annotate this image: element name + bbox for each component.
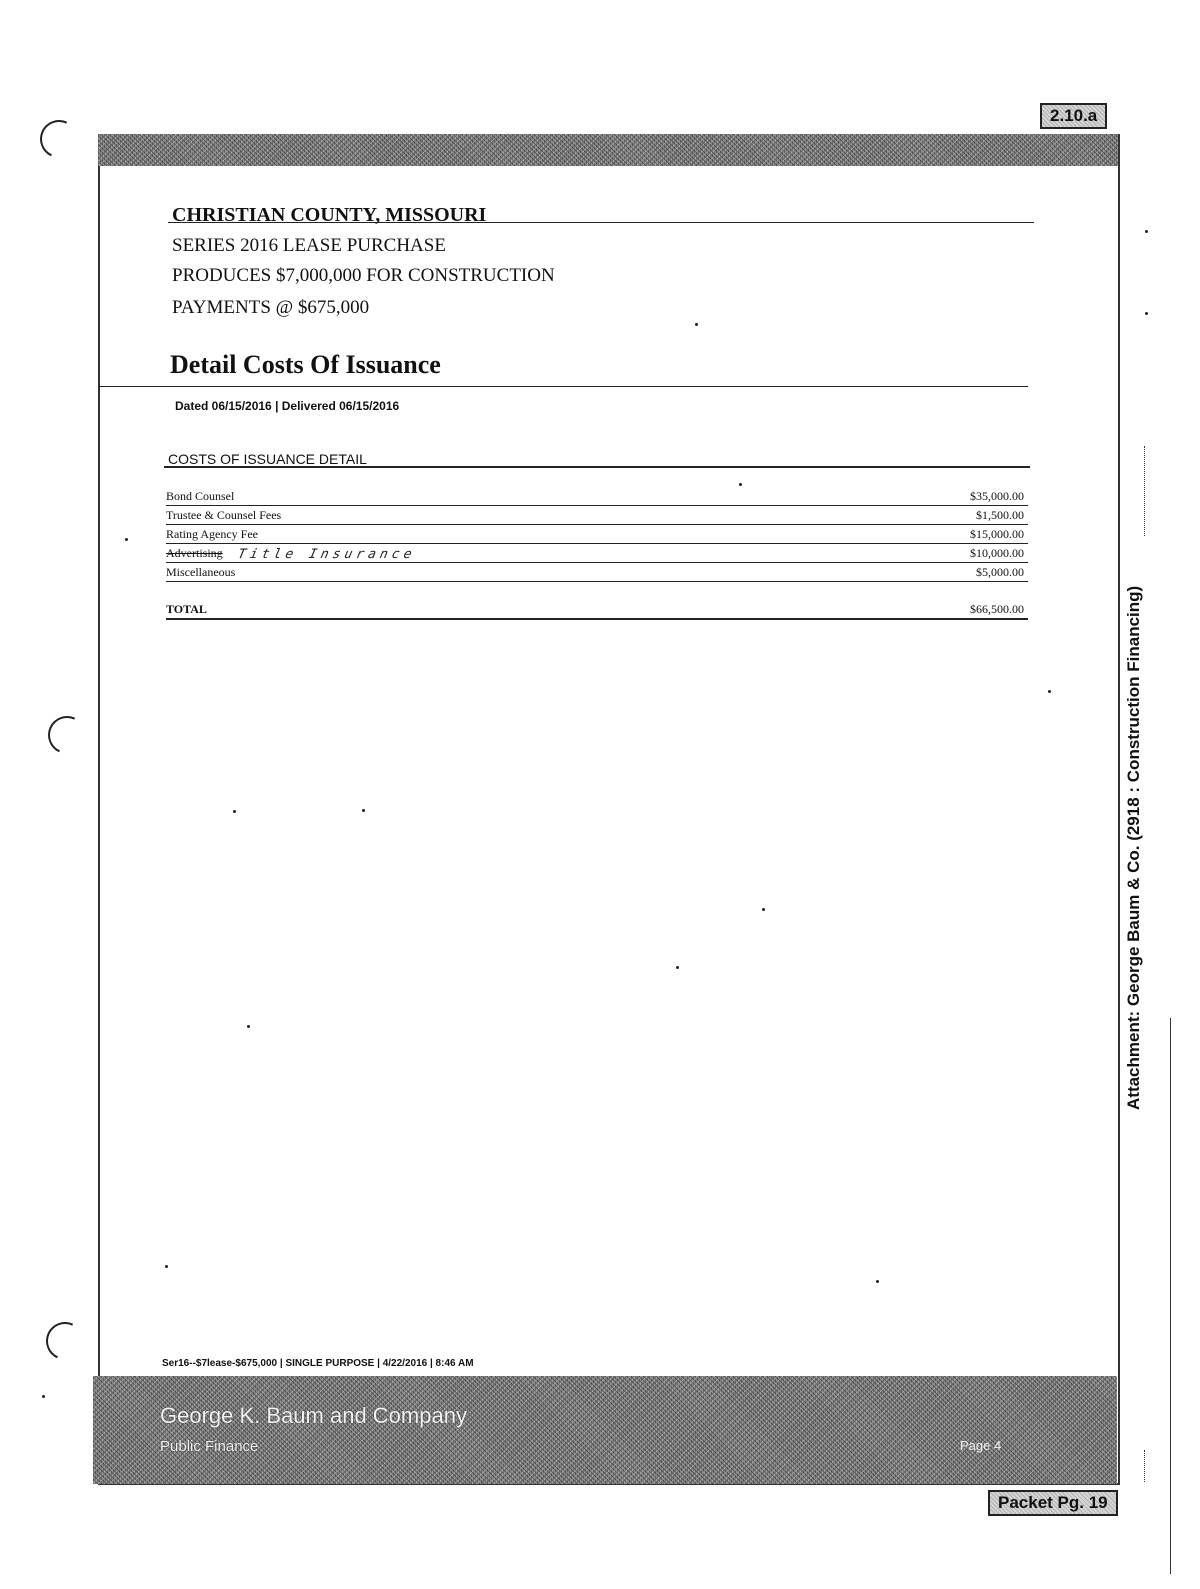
side-attachment-label: Attachment: George Baum & Co. (2918 : Construction Financing) xyxy=(1124,585,1143,1110)
header-banner xyxy=(98,134,1118,166)
cost-amount: $15,000.00 xyxy=(970,527,1024,541)
section-rule xyxy=(164,466,1030,468)
section-title: COSTS OF ISSUANCE DETAIL xyxy=(168,451,367,467)
binder-hole-middle xyxy=(43,711,92,760)
total-label: TOTAL xyxy=(166,602,207,616)
scan-speck xyxy=(676,966,679,969)
entity-underline xyxy=(168,222,1034,223)
page-title: Detail Costs Of Issuance xyxy=(170,350,441,379)
side-rule-lower xyxy=(1170,1018,1171,1574)
scan-speck xyxy=(42,1395,45,1398)
handwritten-correction: Title Insurance xyxy=(236,547,418,562)
cost-label-struck: Advertising xyxy=(166,546,223,560)
cost-label: Miscellaneous xyxy=(166,565,236,579)
binder-hole-top xyxy=(35,115,84,164)
company-division: Public Finance xyxy=(160,1438,259,1455)
packet-page-stamp: Packet Pg. 19 xyxy=(988,1490,1118,1516)
dates-line: Dated 06/15/2016 | Delivered 06/15/2016 xyxy=(175,399,400,413)
scan-speck xyxy=(762,908,765,911)
cost-label: Trustee & Counsel Fees xyxy=(166,508,282,522)
header-line-series: SERIES 2016 LEASE PURCHASE xyxy=(172,235,446,256)
footer-meta: Ser16--$7lease-$675,000 | SINGLE PURPOSE | 4/22/2016 | 8:46 AM xyxy=(162,1358,474,1369)
scan-speck xyxy=(125,538,128,541)
side-dotted-rule-lower xyxy=(1144,1450,1145,1482)
cost-amount: $35,000.00 xyxy=(970,489,1024,503)
scan-speck xyxy=(1145,312,1148,315)
scan-speck xyxy=(247,1025,250,1028)
scan-speck xyxy=(1048,690,1051,693)
cost-amount: $5,000.00 xyxy=(976,565,1024,579)
header-line-produces: PRODUCES $7,000,000 FOR CONSTRUCTION xyxy=(172,265,555,286)
total-amount: $66,500.00 xyxy=(970,602,1024,616)
footer-banner xyxy=(93,1376,1117,1484)
cost-amount: $1,500.00 xyxy=(976,508,1024,522)
cost-label: Bond Counsel xyxy=(166,489,235,503)
cost-amount: $10,000.00 xyxy=(970,546,1024,560)
cost-row-advertising xyxy=(166,544,1028,563)
cost-row-bond-counsel xyxy=(166,487,1028,506)
company-name: George K. Baum and Company xyxy=(160,1403,467,1428)
scan-speck xyxy=(1145,230,1148,233)
scan-speck xyxy=(165,1265,168,1268)
header-line-payments: PAYMENTS @ $675,000 xyxy=(172,297,370,318)
scan-speck xyxy=(233,810,236,813)
binder-hole-bottom xyxy=(41,1317,90,1366)
side-dotted-rule xyxy=(1144,446,1145,536)
page-number: Page 4 xyxy=(960,1438,1002,1453)
scan-speck xyxy=(876,1280,879,1283)
cost-row-trustee xyxy=(166,506,1028,525)
scan-speck xyxy=(695,323,698,326)
page-frame xyxy=(98,134,1120,1485)
title-rule xyxy=(98,386,1028,387)
cost-row-miscellaneous xyxy=(166,563,1028,582)
scan-speck xyxy=(739,483,742,486)
total-row xyxy=(166,601,1028,620)
cost-row-rating-agency xyxy=(166,525,1028,544)
entity-name: CHRISTIAN COUNTY, MISSOURI xyxy=(172,204,487,226)
item-stamp: 2.10.a xyxy=(1040,103,1107,129)
scan-speck xyxy=(362,809,365,812)
cost-label: Rating Agency Fee xyxy=(166,527,258,541)
